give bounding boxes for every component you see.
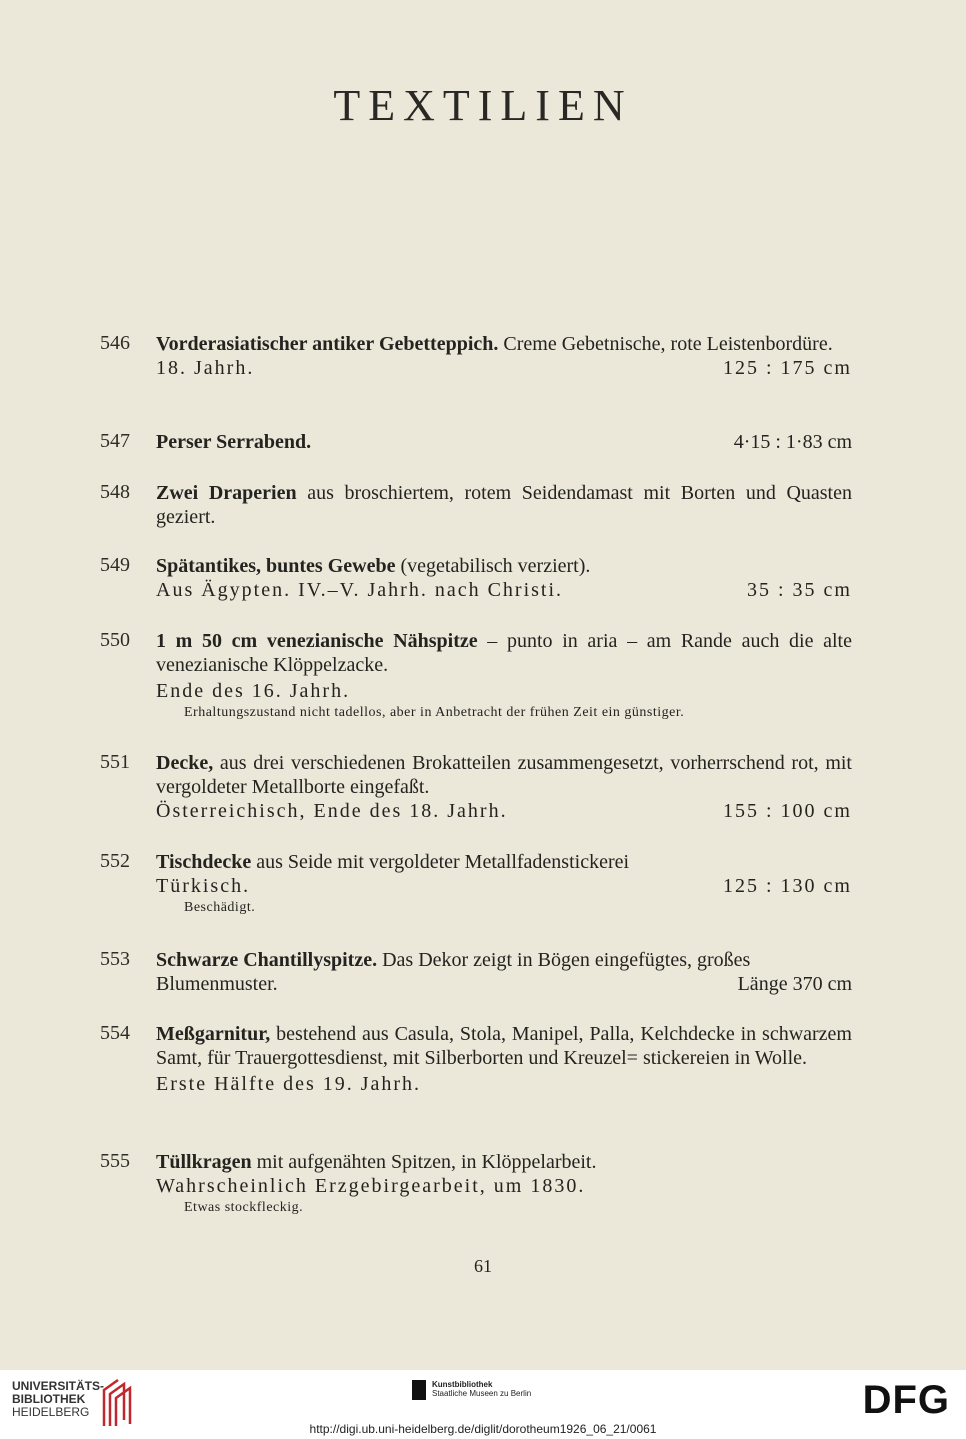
entry-title: Vorderasiatischer antiker Gebetteppich. [156, 333, 499, 355]
entry-size: 4·15 : 1·83 cm [733, 431, 852, 453]
entry-meta [156, 874, 852, 898]
entry-size: 125 : 175 cm [723, 357, 852, 379]
entry-text: aus Seide mit vergoldeter Metallfadenstickerei [251, 851, 630, 873]
catalog-entry [100, 332, 852, 380]
entry-size: Länge 370 cm [737, 973, 852, 995]
entry-date: Türkisch. [156, 875, 251, 897]
entry-body [156, 1022, 852, 1096]
entry-body [156, 430, 852, 454]
catalog-entry [100, 430, 852, 454]
entry-date: Blumenmuster. [156, 973, 278, 995]
entry-body [156, 850, 852, 918]
kb-line: Kunstbibliothek [432, 1380, 493, 1389]
lot-number: 548 [100, 481, 130, 503]
catalog-entry [100, 751, 852, 823]
entry-title: Decke, [156, 752, 214, 774]
entry-title: Tischdecke [156, 851, 252, 873]
entry-body [156, 629, 852, 723]
kb-line: Staatliche Museen zu Berlin [432, 1389, 532, 1398]
entry-meta [156, 356, 852, 380]
catalog-entry [100, 948, 852, 996]
entry-text: – punto in aria – am Rande auch die alte venezianische Klöppelzacke. [156, 630, 852, 676]
entry-note: Erhaltungszustand nicht tadellos, aber in Anbetracht der frühen Zeit ein günstiger. [184, 705, 685, 720]
entry-title: Tüllkragen [156, 1151, 252, 1173]
lot-number: 555 [100, 1150, 130, 1172]
entry-size: 155 : 100 cm [723, 800, 852, 822]
entry-date: Österreichisch, Ende des 18. Jahrh. [156, 800, 508, 822]
kunstbibliothek-logo [412, 1380, 531, 1400]
entry-note: Etwas stockfleckig. [184, 1200, 304, 1215]
entry-text: aus drei verschiedenen Brokatteilen zusammengesetzt, vorherrschend rot, mit vergoldeter Metallborte eingefaßt. [156, 752, 852, 798]
source-url[interactable]: http://digi.ub.uni-heidelberg.de/diglit/dorotheum1926_06_21/0061 [309, 1422, 657, 1436]
entry-date: Ende des 16. Jahrh. [156, 680, 351, 702]
entry-note: Beschädigt. [184, 900, 256, 915]
entry-body [156, 554, 852, 602]
entry-meta [156, 972, 852, 996]
lot-number: 550 [100, 629, 130, 651]
catalog-entry [100, 850, 852, 918]
ub-line: HEIDELBERG [12, 1405, 90, 1419]
page-number: 61 [474, 1256, 492, 1276]
ub-line: UNIVERSITÄTS- [12, 1379, 105, 1393]
lot-number: 549 [100, 554, 130, 576]
entry-title: Zwei Draperien [156, 482, 297, 504]
entry-size: 125 : 130 cm [723, 875, 852, 897]
entry-text: mit aufgenähten Spitzen, in Klöppelarbeit. [251, 1151, 597, 1173]
entry-text: Creme Gebetnische, rote Leistenbordüre. [498, 333, 833, 355]
catalog-entry [100, 1150, 852, 1218]
entry-title: Perser Serrabend. [156, 431, 312, 453]
entry-meta [156, 799, 852, 823]
entry-title: Schwarze Chantillyspitze. [156, 949, 378, 971]
entry-text: bestehend aus Casula, Stola, Manipel, Palla, Kelchdecke in schwarzem Samt, für Trauergottesdienst, mit Silberborten und Kreuzel= stickereien in Wolle. [156, 1023, 852, 1069]
entry-text: aus broschiertem, rotem Seidendamast mit Borten und Quasten geziert. [156, 482, 852, 528]
entry-date: Aus Ägypten. IV.–V. Jahrh. nach Christi. [156, 579, 564, 601]
footer-bar [0, 1370, 966, 1439]
entry-body [156, 1150, 852, 1218]
catalog-entry [100, 1022, 852, 1096]
entry-meta [156, 578, 852, 602]
entry-meta [156, 430, 852, 454]
entry-date: Erste Hälfte des 19. Jahrh. [156, 1073, 422, 1095]
lot-number: 551 [100, 751, 130, 773]
page-title: TEXTILIEN [333, 81, 633, 130]
entry-text: (vegetabilisch verziert). [395, 555, 591, 577]
lot-number: 553 [100, 948, 130, 970]
catalog-entry [100, 629, 852, 723]
entry-size: 35 : 35 cm [747, 579, 852, 601]
entry-date: 18. Jahrh. [156, 357, 255, 379]
ub-heidelberg-label [12, 1380, 104, 1419]
kunstbibliothek-icon [412, 1380, 426, 1400]
entry-title: Meßgarnitur, [156, 1023, 271, 1045]
entry-body [156, 948, 852, 996]
entry-body [156, 481, 852, 529]
lot-number: 554 [100, 1022, 130, 1044]
lot-number: 552 [100, 850, 130, 872]
dfg-logo: DFG [862, 1378, 950, 1422]
entry-body [156, 751, 852, 823]
entry-date: Wahrscheinlich Erzgebirgearbeit, um 1830. [156, 1175, 586, 1197]
entry-title: 1 m 50 cm venezianische Nähspitze [156, 630, 478, 652]
entry-text: Das Dekor zeigt in Bögen eingefügtes, großes [377, 949, 751, 971]
ub-line: BIBLIOTHEK [12, 1392, 86, 1406]
lot-number: 547 [100, 430, 130, 452]
entry-body [156, 332, 852, 380]
entry-title: Spätantikes, buntes Gewebe [156, 555, 396, 577]
catalog-entry [100, 481, 852, 529]
lot-number: 546 [100, 332, 130, 354]
catalog-entry [100, 554, 852, 602]
